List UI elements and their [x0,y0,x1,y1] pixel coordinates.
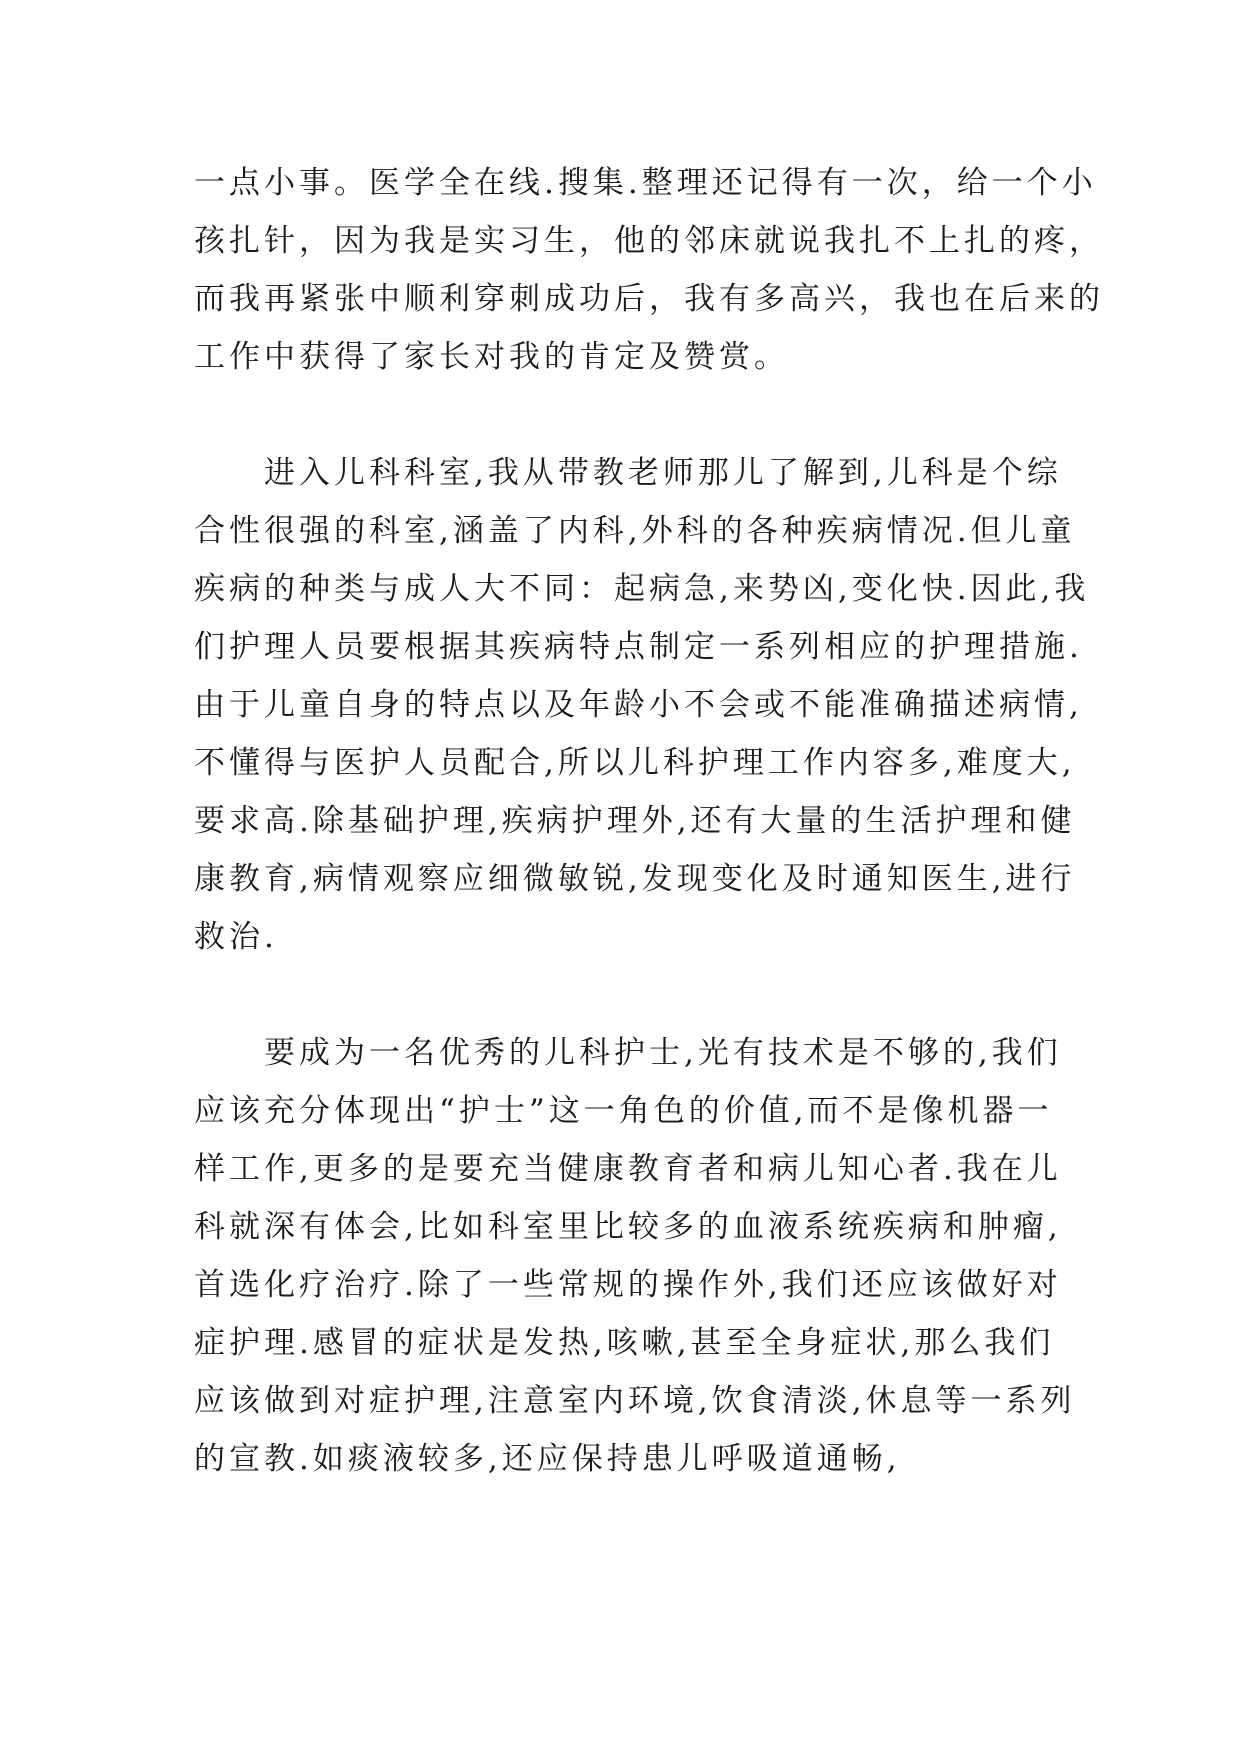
text-line: 合性很强的科室,涵盖了内科,外科的各种疾病情况.但儿童 [194,513,1076,549]
paragraph-2 [194,444,1090,966]
text-line: 应该充分体现出“护士”这一角色的价值,而不是像机器一 [194,1093,1053,1129]
text-line: 由于儿童自身的特点以及年龄小不会或不能准确描述病情, [194,687,1083,723]
document-body [194,154,1104,1488]
text-line: 救治. [194,919,278,955]
text-line: 一点小事。医学全在线.搜集.整理还记得有一次，给一个小 [194,165,1097,201]
text-line: 进入儿科科室,我从带教老师那儿了解到,儿科是个综 [194,455,1062,491]
paragraph-spacer [194,966,1054,1024]
text-line: 们护理人员要根据其疾病特点制定一系列相应的护理措施. [194,629,1083,665]
text-line: 样工作,更多的是要充当健康教育者和病儿知心者.我在儿 [194,1151,1062,1187]
text-line: 要求高.除基础护理,疾病护理外,还有大量的生活护理和健 [194,803,1076,839]
text-line: 而我再紧张中顺利穿刺成功后，我有多高兴，我也在后来的 [194,281,1104,317]
text-line: 科就深有体会,比如科室里比较多的血液系统疾病和肿瘤, [194,1209,1062,1245]
text-line: 疾病的种类与成人大不同：起病急,来势凶,变化快.因此,我 [194,571,1090,607]
text-line: 症护理.感冒的症状是发热,咳嗽,甚至全身症状,那么我们 [194,1325,1055,1361]
paragraph-1 [194,154,1104,386]
text-line: 首选化疗治疗.除了一些常规的操作外,我们还应该做好对 [194,1267,1062,1303]
text-line: 孩扎针，因为我是实习生，他的邻床就说我扎不上扎的疼， [194,223,1104,259]
text-line: 不懂得与医护人员配合,所以儿科护理工作内容多,难度大, [194,745,1076,781]
text-line: 要成为一名优秀的儿科护士,光有技术是不够的,我们 [194,1035,1062,1071]
text-line: 的宣教.如痰液较多,还应保持患儿呼吸道通畅, [194,1441,901,1477]
text-line: 应该做到对症护理,注意室内环境,饮食清淡,休息等一系列 [194,1383,1076,1419]
text-line: 康教育,病情观察应细微敏锐,发现变化及时通知医生,进行 [194,861,1076,897]
paragraph-spacer [194,386,1054,444]
paragraph-3 [194,1024,1076,1488]
text-line: 工作中获得了家长对我的肯定及赞赏。 [194,339,789,375]
